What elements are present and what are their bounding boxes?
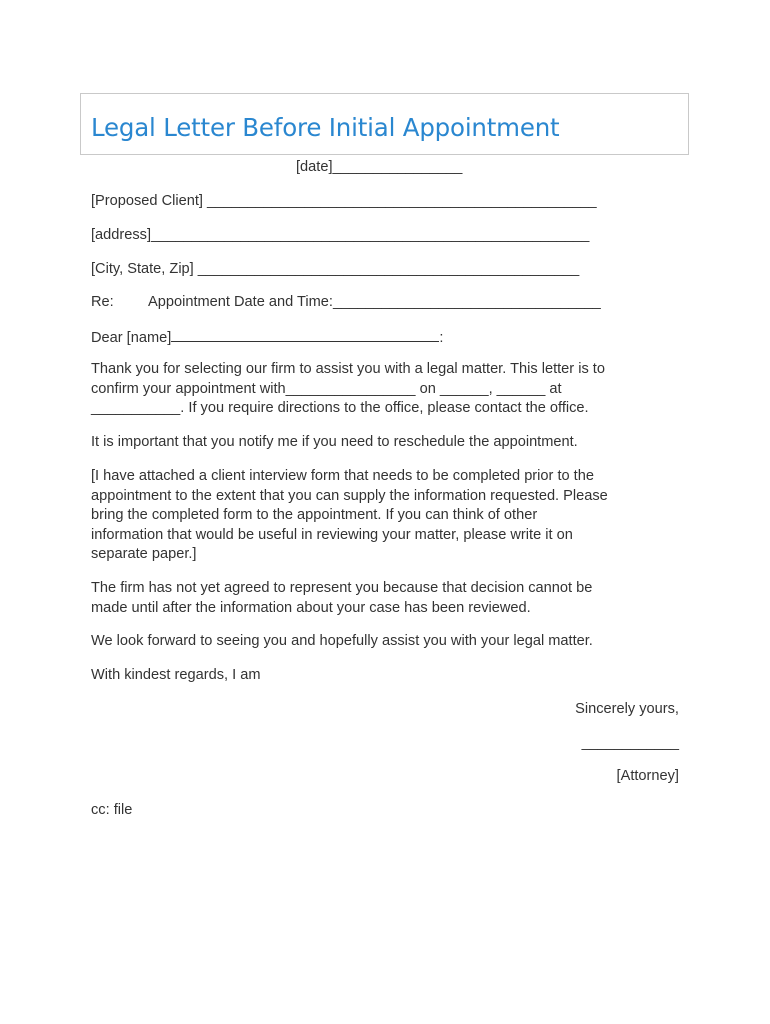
re-appointment-line: Appointment Date and Time:_________________________________	[148, 294, 601, 310]
city-state-zip-line: [City, State, Zip] _______________________________________________	[91, 261, 580, 277]
paragraph-look-forward: We look forward to seeing you and hopefully assist you with your legal matter.	[91, 633, 593, 649]
title-box	[80, 93, 689, 155]
salutation-name: Dear [name]	[91, 330, 172, 346]
address-line: [address]______________________________________________________	[91, 227, 590, 243]
sincerely-line: Sincerely yours,	[575, 701, 679, 717]
attorney-name: [Attorney]	[616, 768, 679, 784]
paragraph-interview-form: [I have attached a client interview form that needs to be completed prior to the appointment to the extent that you can supply the information requested. Please bring the completed form to the appointment. If you can think of other information that would be useful in reviewing your matter, please write it on separate paper.]	[91, 468, 608, 562]
date-line: [date]________________	[296, 159, 463, 175]
proposed-client-line: [Proposed Client] ________________________________________________	[91, 193, 597, 209]
name-blank	[171, 327, 439, 342]
paragraph-reschedule: It is important that you notify me if you need to reschedule the appointment.	[91, 434, 578, 450]
document-title: Legal Letter Before Initial Appointment	[91, 113, 560, 142]
salutation-colon: :	[439, 330, 444, 346]
salutation	[91, 327, 443, 349]
closing-intro: With kindest regards, I am	[91, 667, 261, 683]
re-label: Re:	[91, 294, 114, 310]
cc-line: cc: file	[91, 802, 133, 818]
paragraph-confirmation: Thank you for selecting our firm to assist you with a legal matter. This letter is to confirm your appointment with________________ on ______, ______ at ___________. If you require directions to the office, please contact the office.	[91, 361, 605, 416]
paragraph-representation: The firm has not yet agreed to represent you because that decision cannot be made until after the information about your case has been reviewed.	[91, 580, 593, 616]
signature-line: ____________	[581, 735, 679, 751]
